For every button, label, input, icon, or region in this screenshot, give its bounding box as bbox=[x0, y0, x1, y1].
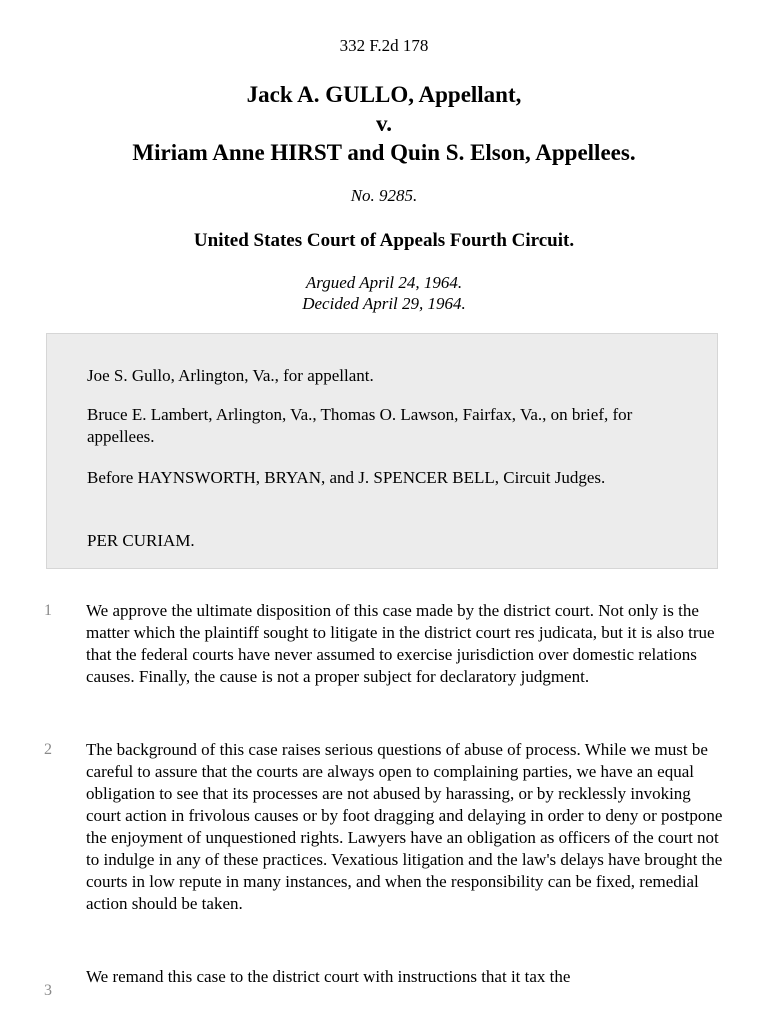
panel-judges: Before HAYNSWORTH, BRYAN, and J. SPENCER BELL, Circuit Judges. bbox=[87, 468, 606, 487]
counsel-appellees: Bruce E. Lambert, Arlington, Va., Thomas O. Lawson, Fairfax, Va., on brief, for appellees. bbox=[87, 405, 633, 446]
docket-number: No. 9285. bbox=[350, 186, 418, 205]
paragraph-text: We remand this case to the district court with instructions that it tax the bbox=[86, 967, 571, 986]
case-caption bbox=[0, 80, 768, 167]
paragraph-number: 1 bbox=[44, 602, 52, 619]
paragraph-number: 2 bbox=[44, 741, 52, 758]
decision-dates bbox=[0, 272, 768, 314]
caption-versus: v. bbox=[376, 111, 392, 136]
caption-appellant: Jack A. GULLO, Appellant, bbox=[246, 82, 522, 107]
argued-date: Argued April 24, 1964. bbox=[305, 273, 463, 292]
paragraph-text: We approve the ultimate disposition of this case made by the district court. Not only is the matter which the plaintiff sought to litigate in the district court res judicata, but it is also true that the federal courts have never assumed to exercise jurisdiction over domestic relations causes. Finally, the cause is not a proper subject for declaratory judgment. bbox=[86, 601, 715, 686]
paragraph-number: 3 bbox=[44, 982, 52, 999]
paragraph-text: The background of this case raises serious questions of abuse of process. While we must be careful to assure that the courts are always open to complaining parties, we have an equal obligation to see that its processes are not abused by harassing, or by recklessly invoking court action in frivolous causes or by foot dragging and delaying in order to deny or postpone the enjoyment of unquestioned rights. Lawyers have an obligation as officers of the court not to indulge in any of these practices. Vexatious litigation and the law's delays have brought the courts in low repute in many instances, and when the responsibility can be fixed, remedial action should be taken. bbox=[86, 740, 723, 913]
reporter-citation: 332 F.2d 178 bbox=[339, 36, 429, 55]
decided-date: Decided April 29, 1964. bbox=[302, 294, 466, 313]
per-curiam-label: PER CURIAM. bbox=[87, 531, 195, 550]
counsel-appellant: Joe S. Gullo, Arlington, Va., for appellant. bbox=[87, 366, 374, 385]
caption-appellees: Miriam Anne HIRST and Quin S. Elson, Appellees. bbox=[132, 140, 636, 165]
counsel-box bbox=[46, 333, 718, 569]
court-name: United States Court of Appeals Fourth Circuit. bbox=[193, 230, 575, 251]
